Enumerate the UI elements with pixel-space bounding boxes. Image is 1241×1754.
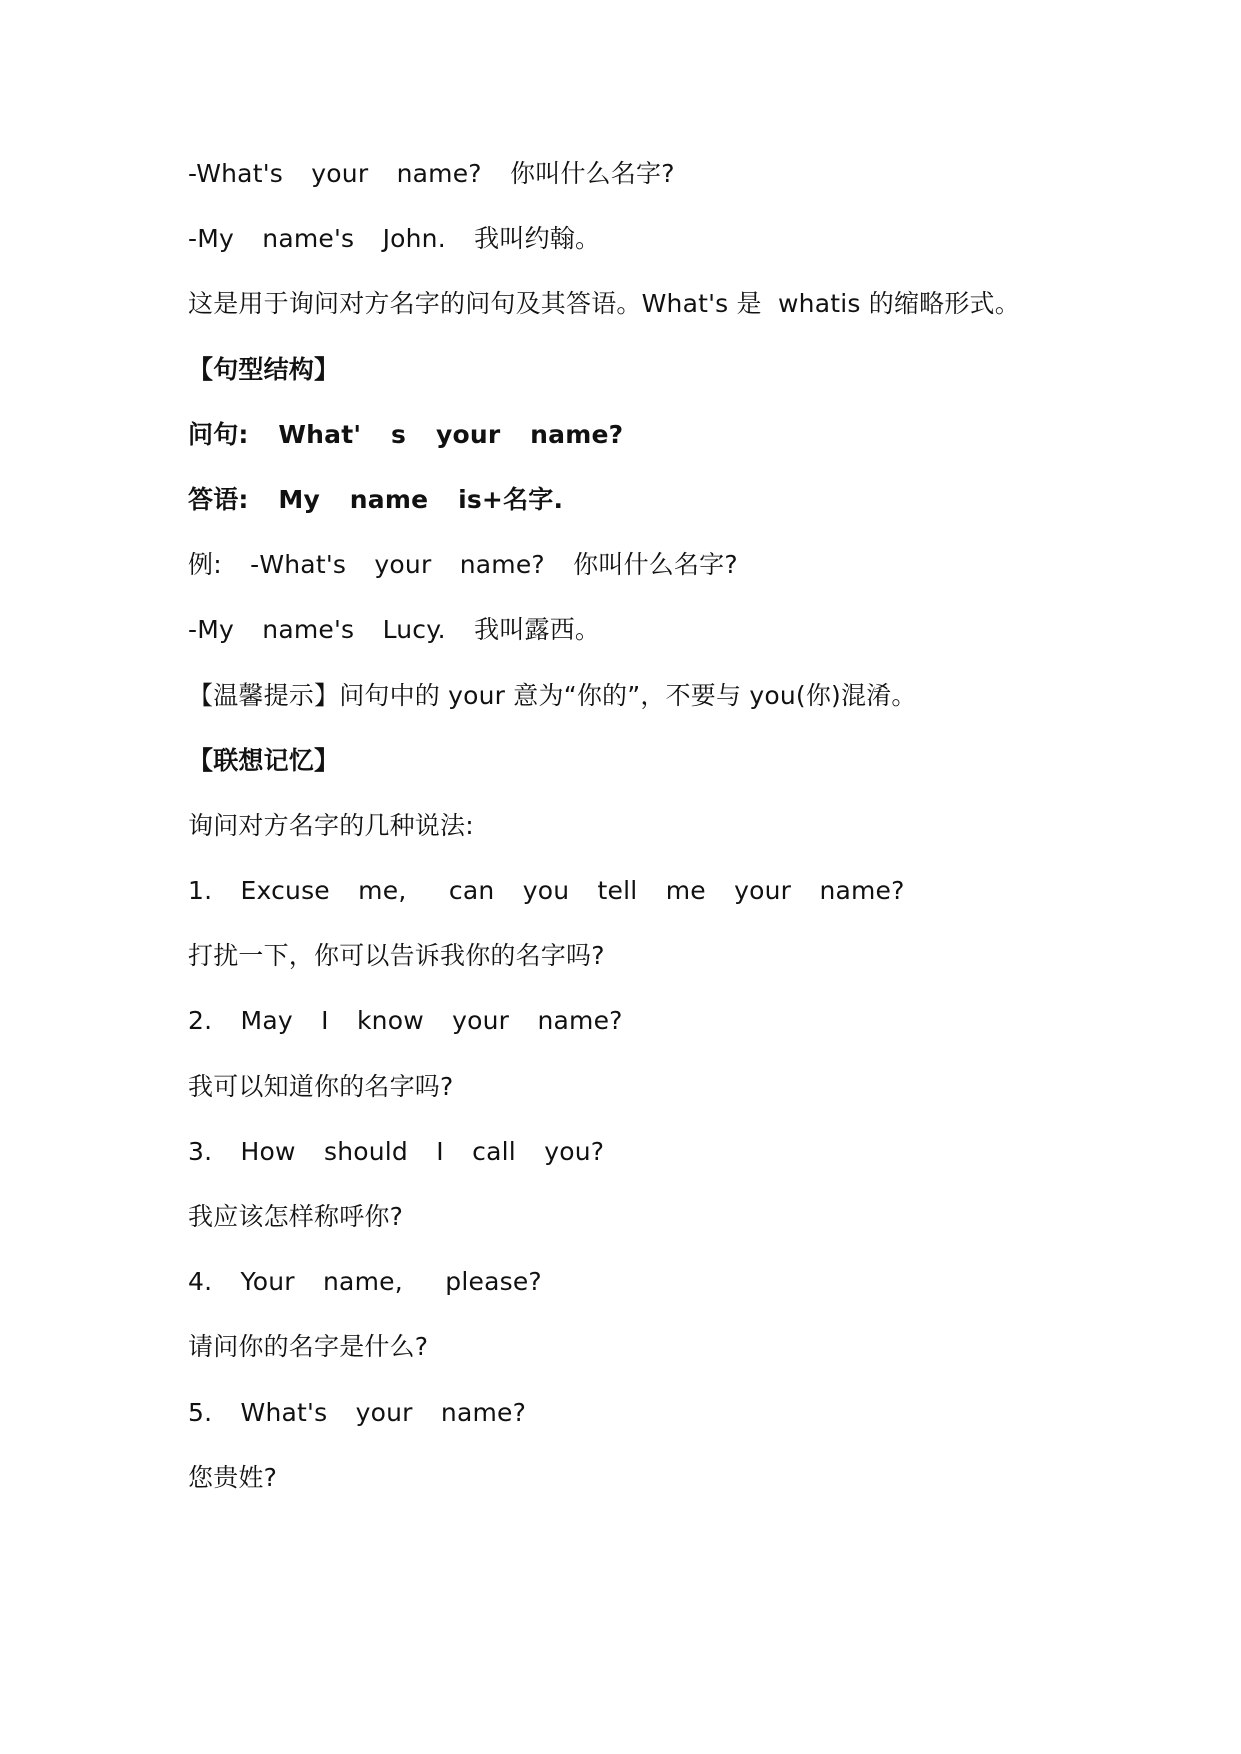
list-item-5-chinese: 您贵姓? [188,1462,278,1492]
structure-question-line: 问句: What' s your name? [188,419,624,449]
list-item-5-english: 5. What's your name? [188,1397,527,1427]
list-item-4-chinese: 请问你的名字是什么? [188,1332,429,1362]
section-heading-association-memory: 【联想记忆】 [188,745,340,775]
list-intro-line: 询问对方名字的几种说法: [188,810,474,840]
document-body [188,158,1088,1527]
list-item-1-chinese: 打扰一下，你可以告诉我你的名字吗? [188,941,605,971]
list-item-4-english: 4. Your name, please? [188,1267,542,1297]
list-item-3-english: 3. How should I call you? [188,1136,605,1166]
explanation-line: 这是用于询问对方名字的问句及其答语。What's 是 whatis 的缩略形式。 [188,289,1020,319]
list-item-3-chinese: 我应该怎样称呼你? [188,1202,404,1231]
list-item-2-english: 2. May I know your name? [188,1006,623,1036]
dialogue-question-line: -What's your name? 你叫什么名字? [188,159,675,188]
structure-answer-line: 答语: My name is+名字. [188,484,564,514]
list-item-1-english: 1. Excuse me, can you tell me your name? [188,876,905,906]
section-heading-sentence-structure: 【句型结构】 [188,354,340,384]
example-answer-line: -My name's Lucy. 我叫露西。 [188,615,601,645]
tip-line: 【温馨提示】问句中的 your 意为“你的”，不要与 you(你)混淆。 [188,680,917,710]
list-item-2-chinese: 我可以知道你的名字吗? [188,1071,454,1101]
example-question-line: 例: -What's your name? 你叫什么名字? [188,550,738,580]
dialogue-answer-line: -My name's John. 我叫约翰。 [188,224,601,254]
